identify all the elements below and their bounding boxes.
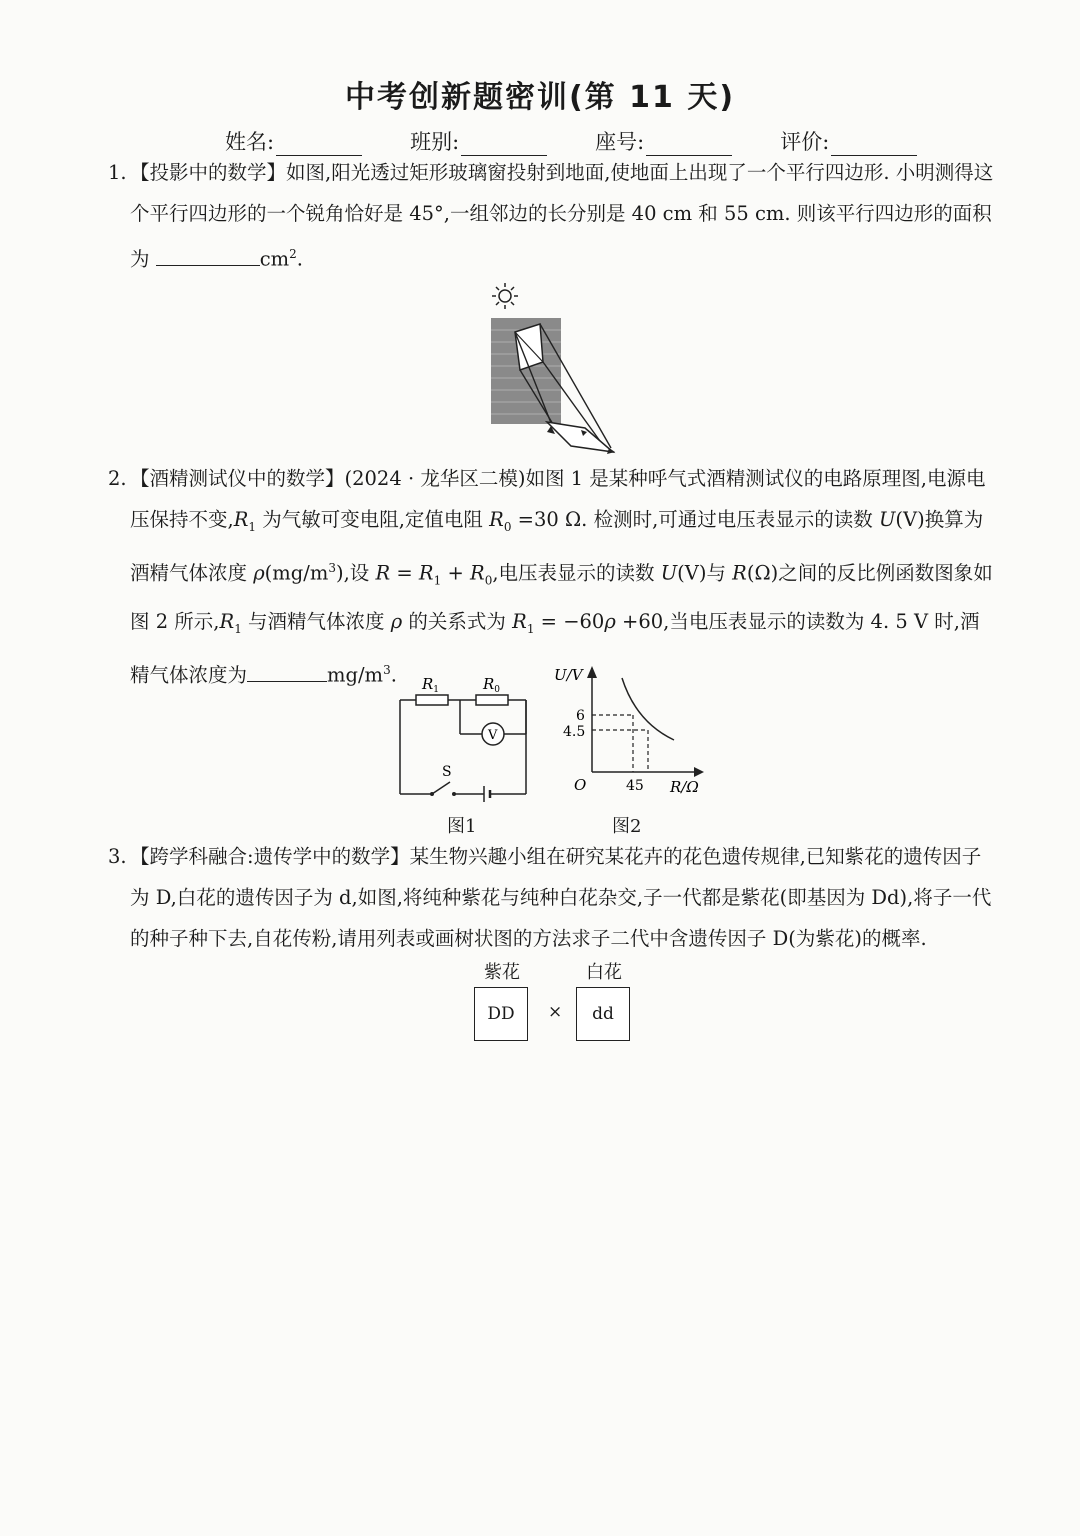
subscript: 0 [503,519,512,534]
info-score-label: 评价: [780,130,830,154]
question-1 [108,152,998,280]
question-number: 1. [108,161,127,184]
question-text: + [441,561,470,585]
figure-2-label: 图2 [612,816,642,837]
question-text: 某生物兴趣小组在研究某花卉的花色遗传规律,已知紫花的遗传因子为 D,白花的遗传因子为 d,如图,将纯种紫花与纯种白花杂交,子一代都是紫花(即基因为 Dd),将子一代的种子种下去,自花传粉,请用列表或画树状图的方法求子二代中含遗传因子 D(为紫花)的概率. [130,845,992,950]
white-flower-label: 白花 [586,962,622,983]
var-rho: ρ [253,561,265,585]
x-axis-label: R/Ω [670,778,699,796]
white-gene-box: dd [576,987,630,1041]
purple-gene-box: DD [474,987,528,1041]
question-text: = −60 [534,610,605,634]
resistor-r0 [476,695,508,705]
r1-label: $R_1$ [422,675,440,695]
var-U: U [878,508,896,531]
question-text: = [390,561,419,585]
superscript: 3 [328,560,336,575]
info-name-label: 姓名: [225,130,275,154]
question-text: +60,当电压表显示的读数为 4. 5 V 时,酒精气体浓度为 [130,610,980,687]
page-title: 中考创新题密训(第 11 天) [344,80,736,115]
r0-label: $R_0$ [483,675,501,695]
var-rho: ρ [390,610,403,634]
y-tick-6: 6 [576,708,585,724]
question-text: ,电压表显示的读数 [492,561,661,585]
y-tick-4-5: 4.5 [563,724,586,740]
cross-symbol: × [548,1002,563,1022]
question-text: 的关系式为 [402,610,513,634]
origin-label: O [574,776,587,794]
resistor-r1 [416,695,448,705]
info-seat-label: 座号: [595,130,645,154]
subscript: 1 [433,573,442,588]
subscript: 1 [526,622,535,637]
question-3 [108,836,998,959]
var-R: R [470,561,485,585]
var-R: R [219,610,235,634]
switch-label: S [442,764,452,780]
var-R: R [375,561,391,585]
x-tick-45: 45 [626,778,644,794]
unit-superscript: 3 [383,663,391,678]
question-text: (Ω)之间的反比例函数图象如图 2 所示, [130,561,993,634]
question-text: 为气敏可变电阻,定值电阻 [256,508,490,531]
question-text: (mg/m [264,561,329,585]
period: . [390,663,397,687]
question-source: (2024 · 龙华区二模) [344,467,526,490]
question-tag: 【投影中的数学】 [130,161,287,184]
question-text: (V)换算为酒精气体浓度 [130,508,984,585]
subscript: 0 [484,573,493,588]
subscript: 1 [248,519,257,534]
question-number: 2. [108,467,127,490]
switch-s [432,782,450,794]
var-rho: ρ [604,610,616,634]
question-text: 如图 1 是某种呼气式酒精测试仪的电路原理图,电源电压保持不变, [130,467,986,531]
question-text: 与酒精气体浓度 [241,610,391,634]
question-tag: 【跨学科融合:遗传学中的数学】 [130,845,410,868]
question-tag: 【酒精测试仪中的数学】 [130,467,345,490]
y-axis-label: U/V [554,666,583,684]
var-R: R [732,561,747,585]
window-projection-figure [485,280,625,456]
var-R: R [233,508,249,531]
question-text: ),设 [335,561,376,585]
var-R: R [489,508,504,531]
var-R: R [512,610,527,634]
answer-blank[interactable] [156,243,260,266]
subscript: 1 [234,622,242,637]
info-class-label: 班别: [410,130,460,154]
var-R: R [418,561,434,585]
answer-blank[interactable] [247,659,327,682]
unit-superscript: 2 [289,247,297,261]
unit: cm [259,247,290,271]
unit: mg/m [327,663,384,687]
inverse-function-graph [548,660,713,808]
question-number: 3. [108,845,127,868]
parallelogram-shadow [547,422,613,452]
figure-1-label: 图1 [447,816,477,837]
var-U: U [660,561,678,585]
question-text: 如图,阳光透过矩形玻璃窗投射到地面,使地面上出现了一个平行四边形. 小明测得这个平行四边形的一个锐角恰好是 45°,一组邻边的长分别是 40 cm 和 55 cm. 则该平行四边形的面积为 [130,161,994,271]
circuit-diagram [392,668,542,808]
period: . [296,247,303,271]
purple-flower-label: 紫花 [484,962,520,983]
question-text: =30 Ω. 检测时,可通过电压表显示的读数 [511,508,879,531]
sun-icon [492,283,518,309]
question-text: (V)与 [677,561,733,585]
voltmeter-label: V [488,728,498,743]
